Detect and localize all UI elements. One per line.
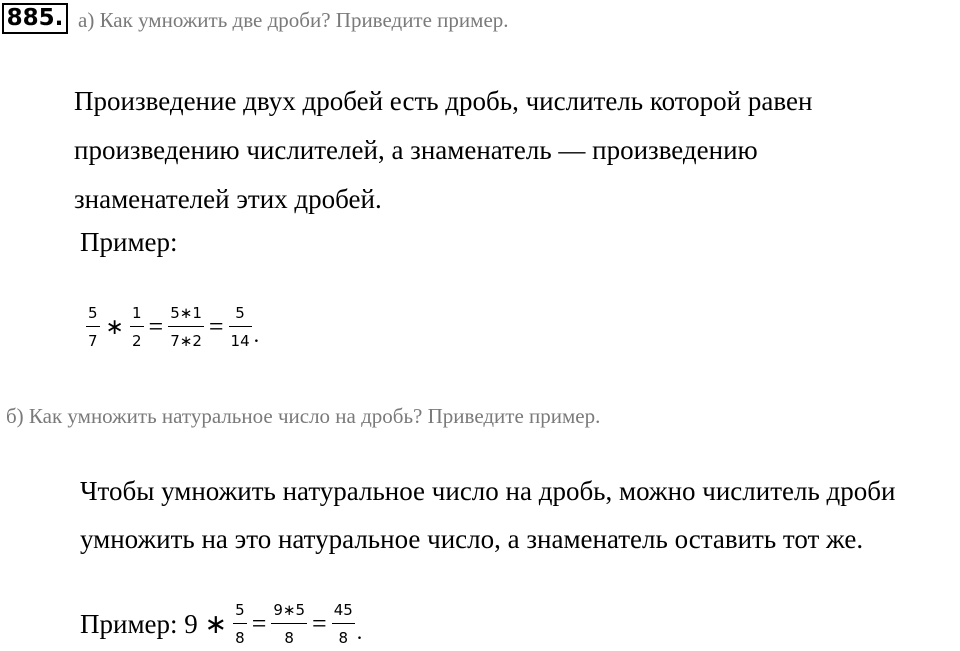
denominator: 7∗2 [170, 332, 202, 350]
fraction-5-7 [86, 304, 100, 350]
fraction-bar [168, 326, 204, 327]
numerator: 5 [88, 304, 98, 322]
fraction-5-8 [233, 601, 247, 647]
problem-number-box: 885. [2, 3, 68, 34]
answer-b-line-2: умножить на это натуральное число, а знаменатель оставить тот же. [80, 524, 864, 554]
fraction-45-8 [332, 601, 355, 647]
answer-a-line-2: произведению числителей, а знаменатель — произведению [74, 135, 758, 165]
formula-end-dot: . [253, 322, 260, 347]
denominator: 8 [338, 629, 349, 647]
example-a-label: Пример: [80, 227, 178, 257]
question-b: б) Как умножить натуральное число на дробь? Приведите пример. [6, 404, 601, 428]
fraction-bar [332, 623, 355, 624]
denominator: 8 [284, 629, 294, 647]
fraction-bar [271, 623, 307, 624]
numerator: 1 [131, 304, 142, 322]
denominator: 2 [131, 332, 142, 350]
formula-end-dot: . [356, 619, 363, 644]
answer-b-line-1: Чтобы умножить натуральное число на дробь, можно числитель дроби [80, 476, 896, 506]
multiply-sign: ∗ [105, 314, 124, 340]
denominator: 14 [230, 332, 250, 350]
question-a: а) Как умножить две дроби? Приведите пример. [78, 8, 509, 32]
numerator: 5 [235, 304, 245, 322]
fraction-product [168, 304, 204, 350]
fraction-5-14 [229, 304, 252, 350]
equals-sign: = [148, 312, 164, 341]
formula-a [84, 304, 259, 350]
fraction-bar [86, 326, 100, 327]
numerator: 9∗5 [273, 601, 306, 619]
numerator: 5 [235, 601, 245, 619]
equals-sign: = [312, 609, 327, 638]
fraction-bar [130, 326, 144, 327]
fraction-bar [233, 623, 247, 624]
denominator: 7 [88, 332, 98, 350]
fraction-bar [229, 326, 252, 327]
answer-a-line-3: знаменателей этих дробей. [74, 184, 382, 214]
equals-sign: = [208, 312, 224, 341]
example-b-prefix: Пример: 9 ∗ [80, 608, 228, 639]
equals-sign: = [251, 609, 267, 638]
answer-a-line-1: Произведение двух дробей есть дробь, числитель которой равен [74, 86, 813, 116]
fraction-product [271, 601, 307, 647]
denominator: 8 [235, 629, 245, 647]
formula-b [80, 601, 362, 647]
numerator: 45 [333, 601, 353, 619]
numerator: 5∗1 [170, 304, 202, 322]
fraction-1-2 [130, 304, 144, 350]
